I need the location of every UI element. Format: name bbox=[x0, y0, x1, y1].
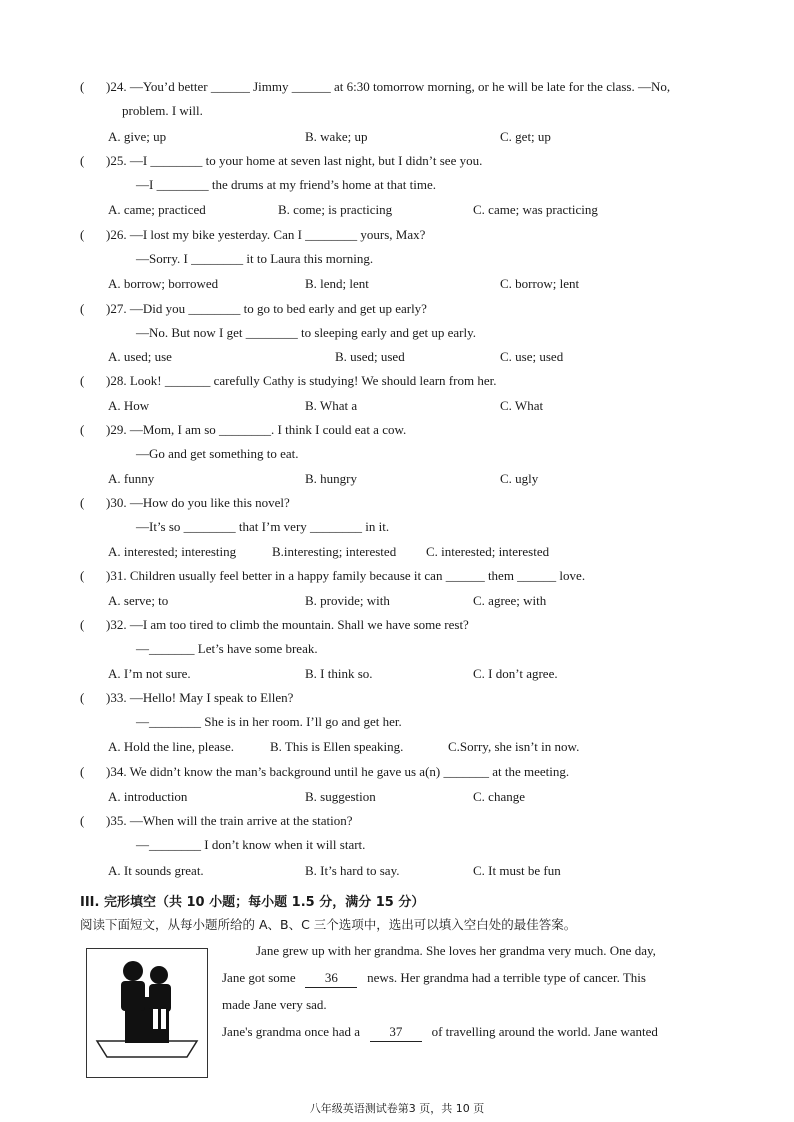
answer-paren: ( bbox=[80, 373, 85, 388]
answer-paren: ( bbox=[80, 227, 85, 242]
passage-text: news. Her grandma had a terrible type of cancer. This bbox=[367, 970, 646, 985]
answer-paren: ( bbox=[80, 568, 85, 583]
option-b: B. hungry bbox=[305, 471, 357, 486]
illustration-image bbox=[86, 948, 208, 1078]
option-c: C. change bbox=[473, 789, 525, 804]
option-c: C. get; up bbox=[500, 129, 551, 144]
answer-paren: ( bbox=[80, 617, 85, 632]
option-c: C. It must be fun bbox=[473, 863, 561, 878]
question-stem: )24. —You’d better ______ Jimmy ______ at 6:30 tomorrow morning, or he will be late for the class. —No, bbox=[106, 79, 671, 94]
option-a: A. How bbox=[108, 398, 150, 413]
question-stem: )33. —Hello! May I speak to Ellen? bbox=[106, 690, 294, 705]
option-a: A. funny bbox=[108, 471, 155, 486]
passage-line-4 bbox=[222, 1023, 658, 1042]
option-b: B. What a bbox=[305, 398, 358, 413]
option-c: C. What bbox=[500, 398, 544, 413]
question-stem-continued: —_______ Let’s have some break. bbox=[136, 641, 318, 656]
question-stem-continued: problem. I will. bbox=[122, 103, 203, 118]
option-b: B. This is Ellen speaking. bbox=[270, 739, 404, 754]
option-b: B. suggestion bbox=[305, 789, 376, 804]
option-b: B. wake; up bbox=[305, 129, 368, 144]
passage-line-1: Jane grew up with her grandma. She loves her grandma very much. One day, bbox=[256, 943, 656, 958]
option-a: A. It sounds great. bbox=[108, 863, 204, 878]
option-a: A. serve; to bbox=[108, 593, 169, 608]
passage-text: Jane's grandma once had a bbox=[222, 1024, 361, 1039]
option-c: C.Sorry, she isn’t in now. bbox=[448, 739, 580, 754]
passage-text: Jane got some bbox=[222, 970, 296, 985]
option-c: C. borrow; lent bbox=[500, 276, 580, 291]
page-footer: 八年级英语测试卷第3 页，共 10 页 bbox=[309, 1102, 485, 1115]
option-a: A. I’m not sure. bbox=[108, 666, 191, 681]
option-b: B. provide; with bbox=[305, 593, 390, 608]
answer-paren: ( bbox=[80, 764, 85, 779]
blank-36: 36 bbox=[305, 969, 357, 988]
answer-paren: ( bbox=[80, 495, 85, 510]
section-title: III. 完形填空（共 10 小题；每小题 1.5 分，满分 15 分） bbox=[80, 895, 425, 910]
option-b: B. used; used bbox=[335, 349, 405, 364]
option-c: C. came; was practicing bbox=[473, 202, 598, 217]
option-a: A. interested; interesting bbox=[108, 544, 237, 559]
question-stem-continued: —________ She is in her room. I’ll go and get her. bbox=[136, 714, 402, 729]
answer-paren: ( bbox=[80, 79, 85, 94]
question-stem: )35. —When will the train arrive at the station? bbox=[106, 813, 353, 828]
option-a: A. borrow; borrowed bbox=[108, 276, 219, 291]
option-b: B.interesting; interested bbox=[272, 544, 397, 559]
option-b: B. I think so. bbox=[305, 666, 373, 681]
option-a: A. introduction bbox=[108, 789, 188, 804]
question-stem: )30. —How do you like this novel? bbox=[106, 495, 290, 510]
answer-paren: ( bbox=[80, 301, 85, 316]
option-c: C. use; used bbox=[500, 349, 564, 364]
option-c: C. ugly bbox=[500, 471, 539, 486]
option-c: C. agree; with bbox=[473, 593, 547, 608]
question-stem: )34. We didn’t know the man’s background until he gave us a(n) _______ at the meeting. bbox=[106, 764, 570, 779]
passage-line-3: made Jane very sad. bbox=[222, 997, 327, 1012]
option-b: B. lend; lent bbox=[305, 276, 369, 291]
question-stem: )28. Look! _______ carefully Cathy is studying! We should learn from her. bbox=[106, 373, 497, 388]
two-people-sitting-icon bbox=[87, 949, 207, 1077]
option-c: C. I don’t agree. bbox=[473, 666, 558, 681]
question-stem-continued: —________ I don’t know when it will start. bbox=[136, 837, 366, 852]
question-stem: )31. Children usually feel better in a happy family because it can ______ them ______ love. bbox=[106, 568, 586, 583]
question-stem: )27. —Did you ________ to go to bed early and get up early? bbox=[106, 301, 427, 316]
question-stem-continued: —Go and get something to eat. bbox=[136, 446, 299, 461]
question-stem-continued: —It’s so ________ that I’m very ________ in it. bbox=[136, 519, 390, 534]
option-a: A. Hold the line, please. bbox=[108, 739, 234, 754]
question-stem-continued: —No. But now I get ________ to sleeping early and get up early. bbox=[136, 325, 476, 340]
question-stem: )29. —Mom, I am so ________. I think I could eat a cow. bbox=[106, 422, 407, 437]
passage-line-2 bbox=[222, 969, 646, 988]
question-stem-continued: —Sorry. I ________ it to Laura this morning. bbox=[136, 251, 374, 266]
option-a: A. give; up bbox=[108, 129, 167, 144]
answer-paren: ( bbox=[80, 690, 85, 705]
option-a: A. used; use bbox=[108, 349, 172, 364]
option-c: C. interested; interested bbox=[426, 544, 550, 559]
blank-37: 37 bbox=[370, 1023, 422, 1042]
question-stem: )32. —I am too tired to climb the mountain. Shall we have some rest? bbox=[106, 617, 469, 632]
question-stem-continued: —I ________ the drums at my friend’s home at that time. bbox=[136, 177, 437, 192]
option-b: B. come; is practicing bbox=[278, 202, 393, 217]
option-a: A. came; practiced bbox=[108, 202, 206, 217]
question-stem: )25. —I ________ to your home at seven last night, but I didn’t see you. bbox=[106, 153, 483, 168]
passage-text: of travelling around the world. Jane wanted bbox=[431, 1024, 658, 1039]
option-b: B. It’s hard to say. bbox=[305, 863, 400, 878]
answer-paren: ( bbox=[80, 422, 85, 437]
section-instruction: 阅读下面短文，从每小题所给的 A、B、C 三个选项中，选出可以填入空白处的最佳答案。 bbox=[80, 917, 577, 932]
answer-paren: ( bbox=[80, 813, 85, 828]
answer-paren: ( bbox=[80, 153, 85, 168]
question-stem: )26. —I lost my bike yesterday. Can I ________ yours, Max? bbox=[106, 227, 426, 242]
